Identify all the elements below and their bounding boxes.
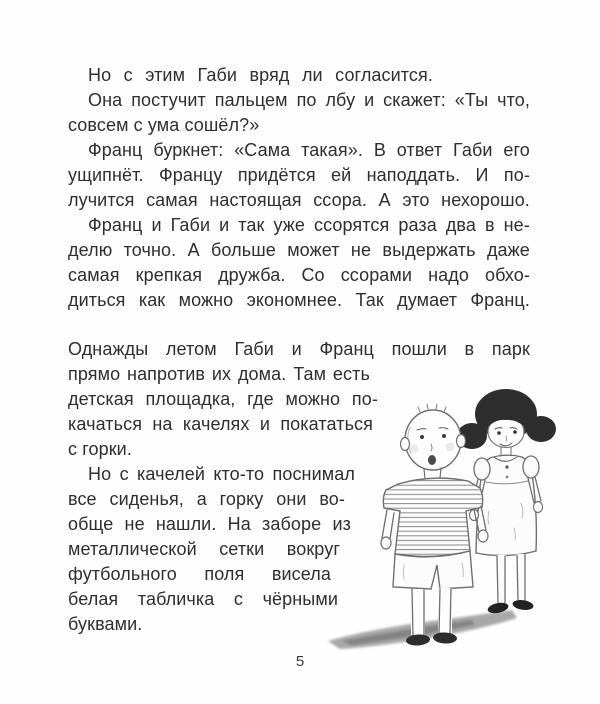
text-line: металлической сетки вокруг [68, 539, 340, 559]
text-line: Но с качелей кто-то поснимал [88, 464, 355, 484]
text-line: совсем с ума сошёл?» [68, 115, 260, 135]
page-number: 5 [295, 653, 305, 670]
text-line: все сиденья, а горку они во- [68, 489, 345, 509]
illustration [320, 383, 595, 658]
text-line: Франц и Габи и так уже ссорятся раза два в не- [88, 215, 530, 235]
text-line: прямо напротив их дома. Там есть [68, 364, 370, 384]
text-line: белая табличка с чёрными [68, 589, 338, 609]
text-line: с горки. [68, 439, 132, 459]
text-line: детская площадка, где можно по- [68, 389, 378, 409]
text-line: Но с этим Габи вряд ли согласится. [88, 65, 433, 85]
text-line: Она постучит пальцем по лбу и скажет: «Ты что, [88, 90, 530, 110]
text-line: ущипнёт. Францу придётся ей наподдать. И по- [68, 165, 530, 185]
text-line: Однажды летом Габи и Франц пошли в парк [68, 339, 530, 359]
children-drawing [320, 383, 595, 658]
text-line: делю точно. А больше может не выдержать даже [68, 240, 530, 260]
text-line: самая крепкая дружба. Со ссорами надо обхо- [68, 265, 530, 285]
text-line: Франц буркнет: «Сама такая». В ответ Габи его [88, 140, 530, 160]
text-line: буквами. [68, 614, 143, 634]
text-line: футбольного поля висела [68, 564, 331, 584]
text-line: обще не нашли. На заборе из [68, 514, 351, 534]
text-line: качаться на качелях и покататься [68, 414, 373, 434]
text-line: диться как можно экономнее. Так думает Франц. [68, 290, 530, 310]
text-line: лучится самая настоящая ссора. А это нехорошо. [68, 190, 530, 210]
